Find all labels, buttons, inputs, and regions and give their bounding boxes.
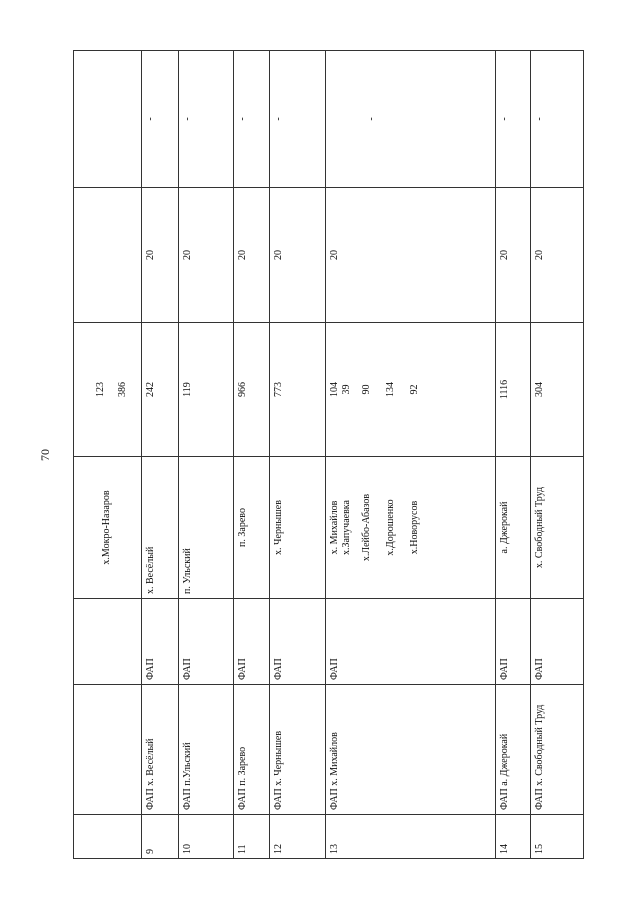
capacity-value: 20 — [326, 188, 496, 323]
capacity-value: 20 — [531, 188, 584, 323]
facility-type: ФАП — [496, 599, 531, 685]
facility-type: ФАП — [326, 599, 496, 685]
population-value: 39 — [341, 384, 353, 395]
row-number: 11 — [234, 815, 270, 859]
population-value: 123 — [95, 382, 106, 397]
population-cell — [74, 323, 142, 457]
extra-value: - — [141, 51, 178, 188]
locality-name: х.Дорошенко — [385, 499, 397, 556]
capacity-value: 20 — [141, 188, 178, 323]
row-number — [74, 815, 142, 859]
capacity-value — [74, 188, 142, 323]
row-number: 14 — [496, 815, 531, 859]
facilities-table — [73, 50, 584, 859]
locality-list — [326, 457, 496, 599]
facility-name: ФАП а. Джерокай — [496, 685, 531, 815]
row-number: 13 — [326, 815, 496, 859]
table-row — [496, 51, 531, 859]
locality-name: п. Зарево — [234, 457, 270, 599]
extra-value: - — [234, 51, 270, 188]
extra-value: - — [178, 51, 234, 188]
extra-value: - — [496, 51, 531, 188]
population-value: 242 — [141, 323, 178, 457]
facility-type: ФАП — [531, 599, 584, 685]
locality-name: х. Весёлый — [141, 457, 178, 599]
population-value: 134 — [385, 382, 397, 397]
population-value: 386 — [117, 382, 128, 397]
capacity-value: 20 — [178, 188, 234, 323]
population-value: 304 — [531, 323, 584, 457]
locality-name: х.Мокро-Назаров — [74, 457, 142, 599]
table-row — [270, 51, 326, 859]
locality-name: х.Новорусов — [409, 500, 421, 555]
locality-name: а. Джерокай — [496, 457, 531, 599]
facility-type — [74, 599, 142, 685]
population-value: 104 — [329, 382, 341, 397]
row-number: 9 — [141, 815, 178, 859]
facility-name: ФАП п.Ульский — [178, 685, 234, 815]
population-value: 92 — [409, 384, 421, 395]
facility-type: ФАП — [270, 599, 326, 685]
facility-name: ФАП х. Свободный Труд — [531, 685, 584, 815]
extra-value: - — [531, 51, 584, 188]
locality-name: х.Лейбо-Абазов — [361, 493, 373, 562]
locality-name: п. Ульский — [178, 457, 234, 599]
table-row — [531, 51, 584, 859]
facility-name — [74, 685, 142, 815]
capacity-value: 20 — [270, 188, 326, 323]
table-row — [74, 51, 142, 859]
table-row — [141, 51, 178, 859]
population-value: 119 — [178, 323, 234, 457]
facility-name: ФАП х. Чернышев — [270, 685, 326, 815]
facility-name: ФАП п. Зарево — [234, 685, 270, 815]
locality-name: х. Чернышев — [270, 457, 326, 599]
facility-name: ФАП х. Весёлый — [141, 685, 178, 815]
table-row — [326, 51, 496, 859]
facility-type: ФАП — [141, 599, 178, 685]
extra-value: - — [270, 51, 326, 188]
capacity-value: 20 — [496, 188, 531, 323]
page-number: 70 — [38, 449, 52, 461]
locality-name: х. Свободный Труд — [531, 457, 584, 599]
table-row — [234, 51, 270, 859]
facilities-table-container — [73, 51, 584, 859]
population-value: 966 — [234, 323, 270, 457]
capacity-value: 20 — [234, 188, 270, 323]
population-value: 773 — [270, 323, 326, 457]
row-number: 15 — [531, 815, 584, 859]
population-value: 1116 — [496, 323, 531, 457]
facility-type: ФАП — [178, 599, 234, 685]
population-list — [326, 323, 496, 457]
population-value: 90 — [361, 384, 373, 395]
row-number: 12 — [270, 815, 326, 859]
extra-value — [74, 51, 142, 188]
facility-type: ФАП — [234, 599, 270, 685]
facility-name: ФАП х. Михайлов — [326, 685, 496, 815]
row-number: 10 — [178, 815, 234, 859]
extra-value: - — [326, 51, 496, 188]
locality-name: х. Михайлов — [329, 500, 341, 555]
table-row — [178, 51, 234, 859]
locality-name: х.Запучаевка — [341, 500, 353, 555]
